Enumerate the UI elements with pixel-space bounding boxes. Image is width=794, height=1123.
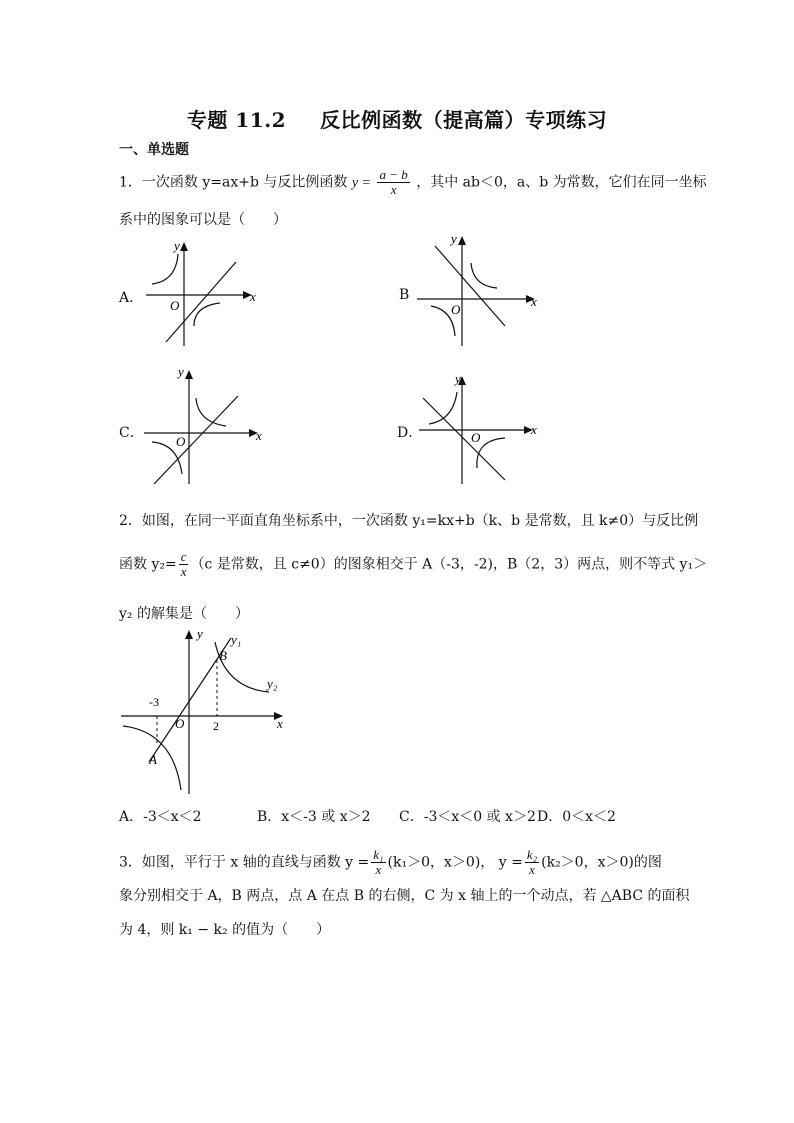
q1-option-d-label: D． bbox=[397, 425, 423, 441]
q3-stem-line3: 为 4，则 k₁ − k₂ 的值为（ ） bbox=[119, 922, 331, 938]
q2-point-b-label: B bbox=[219, 648, 227, 663]
q2-point-a-label: A bbox=[149, 752, 157, 767]
q1-graph-a bbox=[140, 234, 270, 349]
q1-graph-b bbox=[413, 228, 543, 348]
title-text: 反比例函数（提高篇）专项练习 bbox=[320, 108, 608, 132]
q1-option-b-label: B bbox=[399, 287, 410, 303]
q2-origin-label: O bbox=[175, 716, 185, 731]
q3-f1-cond: (k₁＞0，x＞0) bbox=[387, 854, 481, 871]
q2-tick-neg3: -3 bbox=[149, 695, 159, 709]
q1-graph-d bbox=[415, 368, 545, 486]
q2-text-a: 函数 y₂= bbox=[119, 556, 177, 573]
q2-graph bbox=[119, 622, 299, 797]
q3-f1-fraction bbox=[371, 848, 385, 877]
q2-stem-line3: y₂ 的解集是（ ） bbox=[119, 606, 249, 622]
q3-text-b: 的图 bbox=[633, 854, 662, 871]
q2-frac-num: c bbox=[180, 549, 187, 564]
q2-y1-label: y₁ bbox=[231, 632, 242, 647]
q2-fraction bbox=[179, 550, 189, 579]
q2-y-label: y bbox=[197, 626, 203, 641]
q2-x-label: x bbox=[277, 716, 283, 731]
q1d-origin-label: O bbox=[471, 430, 481, 445]
q3-f2-cond: (k₂＞0，x＞0) bbox=[541, 854, 634, 871]
q1a-origin-label: O bbox=[170, 298, 180, 313]
q1c-origin-label: O bbox=[176, 434, 186, 449]
q3-f1-num: k₁ bbox=[373, 847, 384, 862]
q1-frac-den: x bbox=[390, 182, 397, 197]
q1c-x-label: x bbox=[256, 428, 262, 443]
q1-stem-line1 bbox=[119, 168, 707, 197]
q2-tick-2: 2 bbox=[213, 719, 219, 733]
q3-stem-line1 bbox=[119, 848, 662, 877]
q1b-y-label: y bbox=[451, 231, 457, 246]
section-heading: 一、单选题 bbox=[119, 142, 189, 158]
q1b-x-label: x bbox=[531, 294, 537, 309]
q2-frac-den: x bbox=[180, 564, 187, 579]
q2-text-b: （c 是常数，且 c≠0）的图象相交于 A（-3，-2)，B（2，3）两点，则不等式 y₁＞ bbox=[190, 556, 708, 573]
q3-f2-num: k₂ bbox=[526, 847, 538, 862]
q1-eq-lhs: y = bbox=[351, 175, 372, 191]
q1-text-a: 1．一次函数 y=ax+b 与反比例函数 bbox=[119, 174, 348, 191]
q3-text-a: 3．如图，平行于 x 轴的直线与函数 bbox=[119, 854, 341, 871]
q2-option-c[interactable]: C．-3＜x＜0 或 x＞2 bbox=[399, 809, 536, 825]
q3-f2-lhs: y = bbox=[498, 854, 523, 871]
q2-option-a[interactable]: A．-3＜x＜2 bbox=[119, 809, 202, 825]
q2-y2-label: y₂ bbox=[267, 676, 278, 691]
q2-option-b[interactable]: B．x＜-3 或 x＞2 bbox=[257, 809, 371, 825]
q2-stem-line2 bbox=[119, 550, 707, 579]
q1d-y-label: y bbox=[455, 371, 461, 386]
q1-option-a-label: A． bbox=[119, 290, 144, 306]
q3-f1-lhs: y = bbox=[345, 854, 370, 871]
q3-f1-den: x bbox=[375, 862, 382, 877]
q1a-x-label: x bbox=[250, 289, 256, 304]
q3-mid: ， bbox=[480, 854, 495, 871]
q1-fraction bbox=[377, 168, 409, 197]
q1b-origin-label: O bbox=[451, 302, 461, 317]
q3-f2-fraction bbox=[525, 848, 539, 877]
q2-options bbox=[119, 806, 616, 826]
q3-stem-line2: 象分别相交于 A，B 两点，点 A 在点 B 的右侧，C 为 x 轴上的一个动点，若 △ABC 的面积 bbox=[119, 888, 690, 904]
q3-f2-den: x bbox=[529, 862, 535, 877]
page-title bbox=[0, 104, 794, 133]
q2-option-d[interactable]: D．0＜x＜2 bbox=[537, 809, 616, 825]
q1-frac-num: a − b bbox=[379, 167, 408, 182]
q1d-x-label: x bbox=[531, 422, 537, 437]
q1-text-b: ，其中 ab＜0，a、b 为常数，它们在同一坐标 bbox=[416, 174, 707, 191]
q2-stem-line1: 2．如图，在同一平面直角坐标系中，一次函数 y₁=kx+b（k、b 是常数，且 k≠0）与反比例 bbox=[119, 513, 699, 529]
q1a-y-label: y bbox=[174, 238, 180, 253]
title-number: 专题 11.2 bbox=[186, 108, 287, 132]
q1-stem-line2: 系中的图象可以是（ ） bbox=[119, 212, 287, 228]
q1-option-c-label: C． bbox=[119, 425, 144, 441]
q1c-y-label: y bbox=[178, 364, 184, 379]
q1-graph-c bbox=[140, 362, 275, 487]
